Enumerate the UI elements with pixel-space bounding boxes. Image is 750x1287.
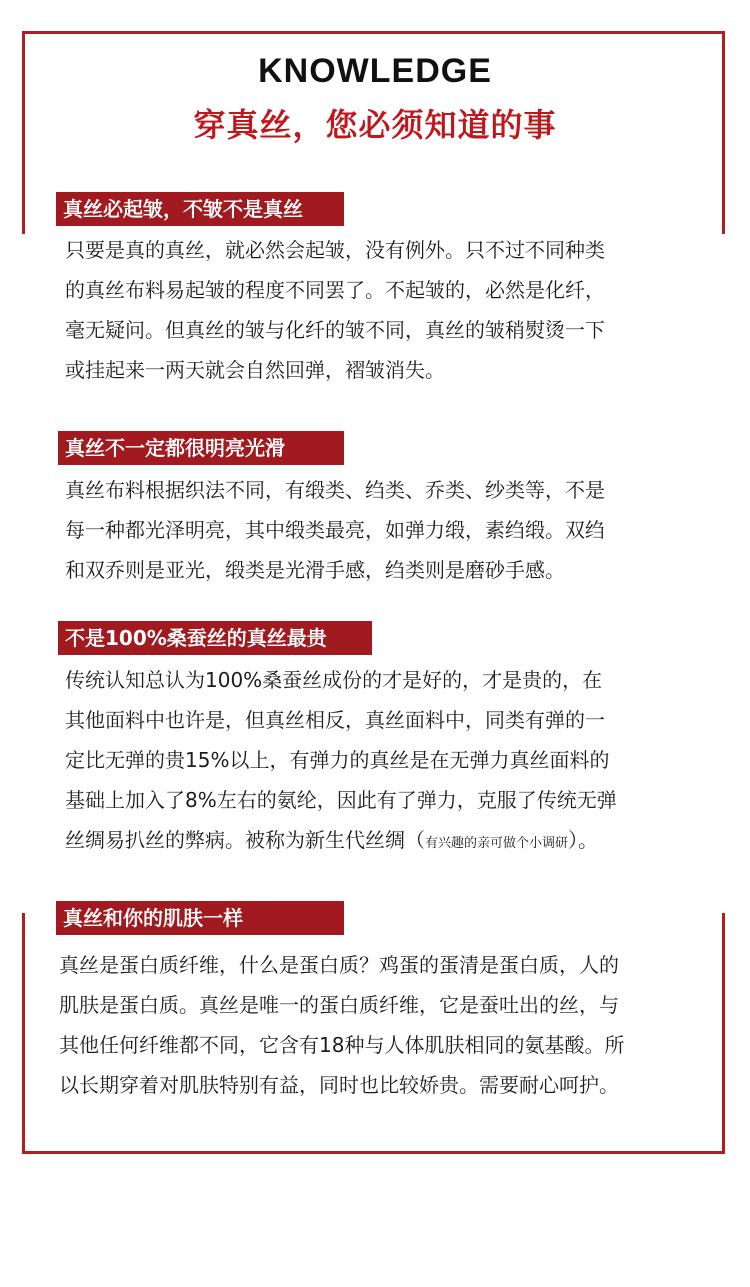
body-line: 其他任何纤维都不同，它含有18种与人体肌肤相同的氨基酸。所 [59, 1033, 625, 1057]
body-line-with-note [65, 820, 617, 860]
body-line: 和双乔则是亚光，缎类是光滑手感，绉类则是磨砂手感。 [65, 558, 565, 582]
note-close: ）。 [568, 828, 599, 852]
frame-right-line-bottom [722, 913, 725, 1154]
body-line: 的真丝布料易起皱的程度不同罢了。不起皱的，必然是化纤， [65, 278, 605, 302]
frame-bottom-line [22, 1151, 725, 1154]
body-line: 每一种都光泽明亮，其中缎类最亮，如弹力缎，素绉缎。双绉 [65, 518, 605, 542]
body-line: 基础上加入了8%左右的氨纶，因此有了弹力，克服了传统无弹 [65, 788, 617, 812]
section-heading-wrinkle: 真丝必起皱，不皱不是真丝 [56, 192, 344, 226]
section-body-price [65, 660, 617, 860]
body-line: 真丝布料根据织法不同，有缎类、绉类、乔类、纱类等，不是 [65, 478, 605, 502]
section-body-wrinkle [65, 230, 605, 390]
body-line: 真丝是蛋白质纤维，什么是蛋白质？鸡蛋的蛋清是蛋白质，人的 [59, 953, 619, 977]
body-line: 肌肤是蛋白质。真丝是唯一的蛋白质纤维，它是蚕吐出的丝，与 [59, 993, 619, 1017]
body-line: 只要是真的真丝，就必然会起皱，没有例外。只不过不同种类 [65, 238, 605, 262]
body-line: 或挂起来一两天就会自然回弹，褶皱消失。 [65, 358, 445, 382]
frame-top-line [22, 31, 725, 34]
section-body-luster [65, 470, 605, 590]
body-line: 以长期穿着对肌肤特别有益，同时也比较娇贵。需要耐心呵护。 [59, 1073, 619, 1097]
body-line-text: 丝绸易扒丝的弊病。被称为新生代丝绸（ [65, 828, 425, 852]
page-title-english: KNOWLEDGE [258, 52, 492, 90]
section-body-skin [59, 945, 624, 1105]
research-note: 有兴趣的亲可做个小调研 [425, 836, 569, 851]
section-heading-skin: 真丝和你的肌肤一样 [56, 901, 344, 935]
page-title-chinese: 穿真丝，您必须知道的事 [193, 106, 557, 144]
body-line: 传统认知总认为100%桑蚕丝成份的才是好的，才是贵的，在 [65, 668, 603, 692]
body-line: 定比无弹的贵15%以上，有弹力的真丝是在无弹力真丝面料的 [65, 748, 610, 772]
body-line: 其他面料中也许是，但真丝相反，真丝面料中，同类有弹的一 [65, 708, 605, 732]
body-line: 毫无疑问。但真丝的皱与化纤的皱不同，真丝的皱稍熨烫一下 [65, 318, 605, 342]
frame-left-line-bottom [22, 913, 25, 1154]
section-heading-luster: 真丝不一定都很明亮光滑 [58, 431, 344, 465]
section-heading-price: 不是100%桑蚕丝的真丝最贵 [58, 621, 372, 655]
